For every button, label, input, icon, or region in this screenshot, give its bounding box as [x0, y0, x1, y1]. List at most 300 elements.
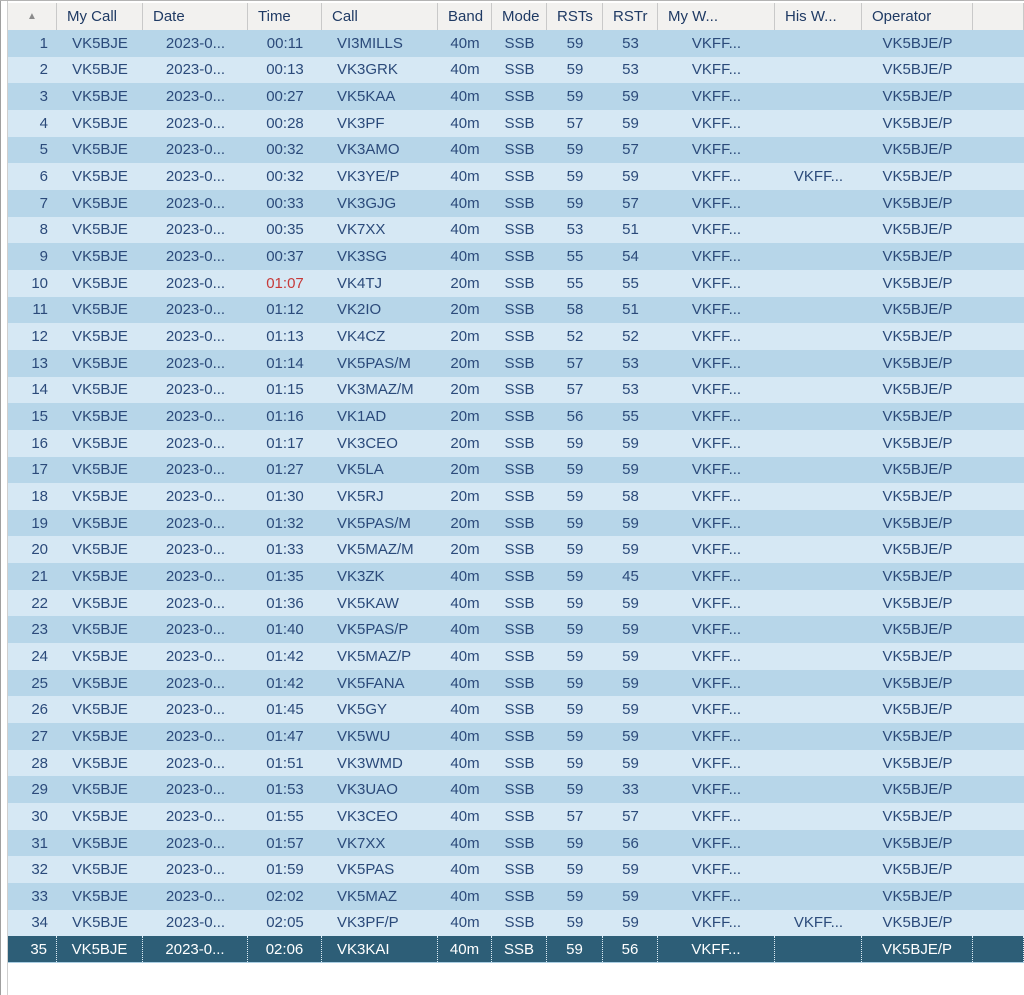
cell-his_wwff[interactable] [775, 510, 862, 537]
cell-rsts[interactable]: 59 [547, 936, 603, 962]
table-row[interactable] [8, 430, 1024, 457]
cell-my_call[interactable]: VK5BJE [72, 461, 128, 479]
cell-rownum[interactable]: 8 [39, 221, 48, 239]
cell-call[interactable]: VK3UAO [337, 781, 398, 799]
cell-band[interactable]: 40m [450, 567, 480, 585]
cell-rstr[interactable]: 53 [622, 381, 639, 399]
cell-mode[interactable]: SSB [504, 674, 535, 692]
cell-rstr[interactable]: 53 [622, 34, 639, 52]
cell-date[interactable]: 2023-0... [165, 221, 226, 239]
cell-date[interactable]: 2023-0... [165, 354, 226, 372]
cell-time[interactable]: 01:36 [266, 594, 304, 612]
cell-rsts[interactable]: 59 [566, 434, 584, 452]
cell-rstr[interactable]: 59 [622, 754, 639, 772]
table-row[interactable] [8, 83, 1024, 110]
cell-spacer[interactable] [973, 30, 1024, 57]
cell-spacer[interactable] [973, 483, 1024, 510]
cell-my_wwff[interactable]: VKFF... [691, 248, 742, 266]
cell-his_wwff[interactable] [775, 563, 862, 590]
cell-my_call[interactable]: VK5BJE [72, 887, 128, 905]
cell-spacer[interactable] [973, 563, 1024, 590]
cell-my_call[interactable]: VK5BJE [72, 541, 128, 559]
cell-my_wwff[interactable]: VKFF... [691, 781, 742, 799]
cell-rstr[interactable]: 57 [622, 141, 639, 159]
cell-rsts[interactable]: 59 [566, 861, 584, 879]
cell-my_call[interactable]: VK5BJE [72, 727, 128, 745]
cell-my_wwff[interactable]: VKFF... [691, 541, 742, 559]
cell-rownum[interactable]: 18 [31, 487, 48, 505]
cell-his_wwff[interactable] [775, 190, 862, 217]
cell-spacer[interactable] [973, 243, 1024, 270]
cell-band[interactable]: 40m [450, 114, 480, 132]
cell-mode[interactable]: SSB [504, 141, 535, 159]
cell-his_wwff[interactable] [775, 856, 862, 883]
cell-my_wwff[interactable]: VKFF... [691, 621, 742, 639]
cell-mode[interactable]: SSB [504, 861, 535, 879]
cell-mode[interactable]: SSB [504, 487, 535, 505]
cell-spacer[interactable] [973, 297, 1024, 324]
cell-rstr[interactable]: 56 [622, 834, 639, 852]
cell-rownum[interactable]: 32 [31, 861, 48, 879]
cell-time[interactable]: 01:13 [266, 328, 304, 346]
cell-rsts[interactable]: 59 [566, 487, 584, 505]
cell-operator[interactable]: VK5BJE/P [882, 381, 953, 399]
cell-rsts[interactable]: 55 [566, 248, 584, 266]
cell-spacer[interactable] [973, 670, 1024, 697]
cell-time[interactable]: 01:47 [266, 727, 304, 745]
cell-rsts[interactable]: 59 [566, 34, 584, 52]
cell-call[interactable]: VK3KAI [322, 936, 438, 962]
cell-my_wwff[interactable]: VKFF... [691, 487, 742, 505]
cell-rsts[interactable]: 59 [566, 514, 584, 532]
table-row[interactable] [8, 323, 1024, 350]
cell-date[interactable]: 2023-0... [165, 594, 226, 612]
cell-band[interactable]: 40m [450, 701, 480, 719]
table-row[interactable] [8, 30, 1024, 57]
table-row[interactable] [8, 856, 1024, 883]
table-row[interactable] [8, 723, 1024, 750]
table-row[interactable] [8, 350, 1024, 377]
cell-my_wwff[interactable]: VKFF... [691, 408, 742, 426]
cell-mode[interactable]: SSB [504, 88, 535, 106]
cell-operator[interactable]: VK5BJE/P [882, 408, 953, 426]
cell-call[interactable]: VK7XX [337, 221, 386, 239]
cell-call[interactable]: VK5PAS [337, 861, 395, 879]
cell-call[interactable]: VK1AD [337, 408, 387, 426]
cell-rownum[interactable]: 22 [31, 594, 48, 612]
cell-my_call[interactable]: VK5BJE [72, 61, 128, 79]
cell-time[interactable]: 00:35 [266, 221, 304, 239]
cell-rsts[interactable]: 59 [566, 194, 584, 212]
cell-rsts[interactable]: 57 [566, 354, 584, 372]
cell-band[interactable]: 40m [450, 194, 480, 212]
cell-rownum[interactable]: 3 [39, 88, 48, 106]
cell-my_call[interactable]: VK5BJE [72, 194, 128, 212]
cell-my_wwff[interactable]: VKFF... [658, 936, 775, 962]
cell-mode[interactable]: SSB [504, 114, 535, 132]
cell-time[interactable]: 00:32 [266, 168, 304, 186]
cell-time[interactable]: 01:42 [266, 674, 304, 692]
cell-time[interactable]: 01:40 [266, 621, 304, 639]
cell-my_call[interactable]: VK5BJE [72, 621, 128, 639]
cell-his_wwff[interactable] [775, 137, 862, 164]
cell-time[interactable]: 00:32 [266, 141, 304, 159]
cell-date[interactable]: 2023-0... [165, 434, 226, 452]
cell-band[interactable]: 40m [450, 834, 480, 852]
cell-date[interactable]: 2023-0... [165, 621, 226, 639]
cell-my_wwff[interactable]: VKFF... [691, 727, 742, 745]
cell-his_wwff[interactable] [775, 936, 862, 962]
table-row[interactable] [8, 830, 1024, 857]
column-header-spacer[interactable] [973, 3, 1024, 30]
cell-spacer[interactable] [973, 83, 1024, 110]
cell-time[interactable]: 01:17 [266, 434, 304, 452]
cell-rstr[interactable]: 59 [622, 594, 639, 612]
cell-his_wwff[interactable] [775, 750, 862, 777]
cell-band[interactable]: 20m [450, 381, 480, 399]
cell-time[interactable]: 01:32 [266, 514, 304, 532]
cell-date[interactable]: 2023-0... [165, 194, 226, 212]
cell-band[interactable]: 20m [450, 354, 480, 372]
cell-time[interactable]: 00:11 [266, 34, 304, 52]
cell-time[interactable]: 01:45 [266, 701, 304, 719]
cell-my_wwff[interactable]: VKFF... [691, 88, 742, 106]
cell-spacer[interactable] [973, 377, 1024, 404]
cell-rownum[interactable]: 11 [32, 301, 48, 319]
cell-time[interactable]: 01:12 [266, 301, 304, 319]
cell-rsts[interactable]: 59 [566, 461, 584, 479]
cell-my_call[interactable]: VK5BJE [72, 408, 128, 426]
cell-spacer[interactable] [973, 137, 1024, 164]
cell-rownum[interactable]: 29 [31, 781, 48, 799]
cell-call[interactable]: VK5WU [337, 727, 391, 745]
cell-date[interactable]: 2023-0... [165, 34, 226, 52]
cell-date[interactable]: 2023-0... [165, 328, 226, 346]
cell-rownum[interactable]: 9 [39, 248, 48, 266]
cell-spacer[interactable] [973, 750, 1024, 777]
table-row[interactable] [8, 616, 1024, 643]
table-row[interactable] [8, 776, 1024, 803]
table-row[interactable] [8, 163, 1024, 190]
table-row[interactable] [8, 110, 1024, 137]
cell-call[interactable]: VK5FANA [337, 674, 405, 692]
cell-my_wwff[interactable]: VKFF... [691, 274, 742, 292]
cell-rstr[interactable]: 54 [622, 248, 639, 266]
cell-mode[interactable]: SSB [504, 567, 535, 585]
cell-rstr[interactable]: 55 [622, 408, 639, 426]
cell-his_wwff[interactable] [775, 643, 862, 670]
cell-spacer[interactable] [973, 350, 1024, 377]
cell-band[interactable]: 40m [450, 781, 480, 799]
cell-my_wwff[interactable]: VKFF... [691, 674, 742, 692]
cell-rstr[interactable]: 57 [622, 194, 639, 212]
cell-my_wwff[interactable]: VKFF... [691, 514, 742, 532]
cell-mode[interactable]: SSB [504, 434, 535, 452]
cell-his_wwff[interactable] [775, 670, 862, 697]
cell-spacer[interactable] [973, 616, 1024, 643]
cell-rownum[interactable]: 25 [31, 674, 48, 692]
cell-call[interactable]: VK5GY [337, 701, 388, 719]
cell-his_wwff[interactable] [775, 616, 862, 643]
cell-mode[interactable]: SSB [504, 887, 535, 905]
cell-spacer[interactable] [973, 723, 1024, 750]
cell-operator[interactable]: VK5BJE/P [882, 434, 953, 452]
cell-rstr[interactable]: 59 [622, 114, 639, 132]
cell-call[interactable]: VK2IO [337, 301, 382, 319]
cell-date[interactable]: 2023-0... [143, 936, 248, 962]
cell-spacer[interactable] [973, 163, 1024, 190]
cell-rownum[interactable]: 4 [39, 114, 48, 132]
cell-rsts[interactable]: 59 [566, 541, 584, 559]
cell-rsts[interactable]: 53 [566, 221, 584, 239]
cell-band[interactable]: 20m [450, 461, 480, 479]
cell-my_call[interactable]: VK5BJE [72, 487, 128, 505]
cell-rstr[interactable]: 59 [622, 701, 639, 719]
cell-rstr[interactable]: 59 [622, 621, 639, 639]
cell-rownum[interactable]: 10 [31, 274, 48, 292]
cell-rstr[interactable]: 59 [622, 647, 639, 665]
cell-rsts[interactable]: 59 [566, 621, 584, 639]
cell-rownum[interactable]: 13 [31, 354, 48, 372]
cell-mode[interactable]: SSB [504, 807, 535, 825]
cell-rsts[interactable]: 57 [566, 114, 584, 132]
table-row[interactable] [8, 696, 1024, 723]
cell-my_wwff[interactable]: VKFF... [691, 194, 742, 212]
cell-mode[interactable]: SSB [504, 594, 535, 612]
cell-date[interactable]: 2023-0... [165, 781, 226, 799]
cell-spacer[interactable] [973, 430, 1024, 457]
cell-date[interactable]: 2023-0... [165, 674, 226, 692]
cell-my_call[interactable]: VK5BJE [72, 168, 128, 186]
cell-rsts[interactable]: 59 [566, 88, 584, 106]
cell-date[interactable]: 2023-0... [165, 807, 226, 825]
cell-his_wwff[interactable] [775, 536, 862, 563]
cell-time[interactable]: 01:55 [266, 807, 304, 825]
cell-spacer[interactable] [973, 590, 1024, 617]
cell-call[interactable]: VK5MAZ/M [337, 541, 414, 559]
cell-rownum[interactable]: 7 [39, 194, 48, 212]
cell-operator[interactable]: VK5BJE/P [882, 914, 953, 932]
cell-mode[interactable]: SSB [504, 781, 535, 799]
cell-band[interactable]: 40m [450, 861, 480, 879]
cell-spacer[interactable] [973, 217, 1024, 244]
cell-operator[interactable]: VK5BJE/P [882, 274, 953, 292]
cell-band[interactable]: 40m [450, 168, 480, 186]
cell-date[interactable]: 2023-0... [165, 114, 226, 132]
cell-rownum[interactable]: 19 [31, 514, 48, 532]
cell-rownum[interactable]: 15 [31, 408, 48, 426]
cell-spacer[interactable] [973, 536, 1024, 563]
table-row[interactable] [8, 910, 1024, 937]
cell-rstr[interactable]: 57 [622, 807, 639, 825]
cell-my_call[interactable]: VK5BJE [72, 834, 128, 852]
cell-my_wwff[interactable]: VKFF... [691, 61, 742, 79]
table-row[interactable] [8, 297, 1024, 324]
cell-my_wwff[interactable]: VKFF... [691, 861, 742, 879]
cell-rsts[interactable]: 59 [566, 647, 584, 665]
cell-date[interactable]: 2023-0... [165, 301, 226, 319]
cell-rsts[interactable]: 56 [566, 408, 584, 426]
cell-his_wwff[interactable] [775, 217, 862, 244]
cell-mode[interactable]: SSB [504, 248, 535, 266]
cell-operator[interactable]: VK5BJE/P [882, 487, 953, 505]
cell-call[interactable]: VK3SG [337, 248, 388, 266]
table-row[interactable] [8, 137, 1024, 164]
table-row[interactable] [8, 750, 1024, 777]
cell-operator[interactable]: VK5BJE/P [882, 141, 953, 159]
cell-operator[interactable]: VK5BJE/P [882, 354, 953, 372]
cell-operator[interactable]: VK5BJE/P [862, 936, 973, 962]
table-row[interactable] [8, 217, 1024, 244]
cell-rsts[interactable]: 58 [566, 301, 584, 319]
cell-my_wwff[interactable]: VKFF... [691, 168, 742, 186]
cell-rsts[interactable]: 59 [566, 168, 584, 186]
cell-rsts[interactable]: 52 [566, 328, 584, 346]
cell-rstr[interactable]: 59 [622, 861, 639, 879]
cell-band[interactable]: 40m [450, 621, 480, 639]
cell-spacer[interactable] [973, 696, 1024, 723]
cell-time[interactable]: 01:59 [266, 861, 304, 879]
cell-his_wwff[interactable] [775, 457, 862, 484]
cell-call[interactable]: VK3PF/P [337, 914, 399, 932]
cell-rstr[interactable]: 53 [622, 354, 639, 372]
cell-date[interactable]: 2023-0... [165, 541, 226, 559]
cell-my_call[interactable]: VK5BJE [72, 88, 128, 106]
cell-my_wwff[interactable]: VKFF... [691, 594, 742, 612]
cell-operator[interactable]: VK5BJE/P [882, 567, 953, 585]
cell-band[interactable]: 40m [450, 88, 480, 106]
cell-my_wwff[interactable]: VKFF... [691, 887, 742, 905]
cell-date[interactable]: 2023-0... [165, 168, 226, 186]
cell-time[interactable]: 01:51 [266, 754, 304, 772]
cell-rstr[interactable]: 33 [622, 781, 639, 799]
cell-date[interactable]: 2023-0... [165, 408, 226, 426]
cell-call[interactable]: VK3YE/P [337, 168, 400, 186]
cell-band[interactable]: 40m [450, 674, 480, 692]
cell-my_wwff[interactable]: VKFF... [691, 381, 742, 399]
cell-my_wwff[interactable]: VKFF... [691, 328, 742, 346]
cell-his_wwff[interactable] [775, 377, 862, 404]
cell-operator[interactable]: VK5BJE/P [882, 647, 953, 665]
cell-my_wwff[interactable]: VKFF... [691, 34, 742, 52]
cell-time[interactable]: 00:28 [266, 114, 304, 132]
cell-operator[interactable]: VK5BJE/P [882, 594, 953, 612]
cell-his_wwff[interactable] [775, 430, 862, 457]
cell-my_call[interactable]: VK5BJE [72, 381, 128, 399]
cell-operator[interactable]: VK5BJE/P [882, 781, 953, 799]
cell-rstr[interactable]: 59 [622, 514, 639, 532]
cell-rsts[interactable]: 59 [566, 701, 584, 719]
cell-mode[interactable]: SSB [504, 754, 535, 772]
cell-rownum[interactable]: 31 [31, 834, 48, 852]
column-header-band[interactable]: Band [438, 3, 492, 30]
cell-spacer[interactable] [973, 403, 1024, 430]
cell-rsts[interactable]: 55 [566, 274, 584, 292]
cell-rstr[interactable]: 45 [622, 567, 639, 585]
cell-rsts[interactable]: 59 [566, 727, 584, 745]
cell-mode[interactable]: SSB [504, 381, 535, 399]
cell-rstr[interactable]: 59 [622, 727, 639, 745]
cell-operator[interactable]: VK5BJE/P [882, 328, 953, 346]
cell-my_call[interactable]: VK5BJE [72, 248, 128, 266]
cell-rsts[interactable]: 59 [566, 674, 584, 692]
cell-spacer[interactable] [973, 910, 1024, 937]
cell-time[interactable]: 00:13 [266, 61, 304, 79]
cell-rsts[interactable]: 59 [566, 61, 584, 79]
cell-band[interactable]: 40m [450, 647, 480, 665]
cell-time[interactable]: 01:30 [266, 487, 304, 505]
cell-operator[interactable]: VK5BJE/P [882, 461, 953, 479]
cell-band[interactable]: 40m [450, 248, 480, 266]
cell-my_wwff[interactable]: VKFF... [691, 461, 742, 479]
cell-mode[interactable]: SSB [504, 514, 535, 532]
cell-operator[interactable]: VK5BJE/P [882, 887, 953, 905]
cell-rstr[interactable]: 59 [622, 887, 639, 905]
cell-rownum[interactable]: 6 [39, 168, 48, 186]
cell-operator[interactable]: VK5BJE/P [882, 248, 953, 266]
cell-time[interactable]: 02:05 [266, 914, 304, 932]
cell-band[interactable]: 20m [450, 328, 480, 346]
cell-call[interactable]: VK3MAZ/M [337, 381, 414, 399]
cell-rsts[interactable]: 59 [566, 834, 584, 852]
cell-my_call[interactable]: VK5BJE [72, 807, 128, 825]
cell-band[interactable]: 40m [450, 727, 480, 745]
cell-mode[interactable]: SSB [504, 621, 535, 639]
cell-call[interactable]: VK5PAS/M [337, 354, 411, 372]
cell-my_wwff[interactable]: VKFF... [691, 221, 742, 239]
cell-rsts[interactable]: 59 [566, 567, 584, 585]
cell-rsts[interactable]: 59 [566, 887, 584, 905]
cell-call[interactable]: VK4TJ [337, 274, 383, 292]
cell-operator[interactable]: VK5BJE/P [882, 541, 953, 559]
cell-operator[interactable]: VK5BJE/P [882, 301, 953, 319]
cell-spacer[interactable] [973, 190, 1024, 217]
cell-time[interactable]: 00:27 [266, 88, 304, 106]
cell-time[interactable]: 01:07 [266, 274, 304, 292]
cell-spacer[interactable] [973, 856, 1024, 883]
cell-my_call[interactable]: VK5BJE [72, 781, 128, 799]
cell-time[interactable]: 00:33 [266, 194, 304, 212]
cell-rownum[interactable]: 17 [31, 461, 48, 479]
cell-mode[interactable]: SSB [504, 914, 535, 932]
cell-rsts[interactable]: 59 [566, 754, 584, 772]
cell-rownum[interactable]: 21 [31, 567, 48, 585]
cell-time[interactable]: 01:27 [266, 461, 304, 479]
cell-his_wwff[interactable] [775, 590, 862, 617]
cell-my_call[interactable]: VK5BJE [72, 328, 128, 346]
cell-rstr[interactable]: 58 [622, 487, 639, 505]
cell-band[interactable]: 20m [450, 487, 480, 505]
cell-his_wwff[interactable] [775, 30, 862, 57]
cell-spacer[interactable] [973, 803, 1024, 830]
cell-call[interactable]: VK5KAA [337, 88, 396, 106]
cell-mode[interactable]: SSB [504, 541, 535, 559]
cell-time[interactable]: 01:42 [266, 647, 304, 665]
cell-spacer[interactable] [973, 643, 1024, 670]
cell-his_wwff[interactable] [775, 883, 862, 910]
column-header-rsts[interactable]: RSTs [547, 3, 603, 30]
cell-call[interactable]: VI3MILLS [337, 34, 403, 52]
cell-rstr[interactable]: 59 [622, 674, 639, 692]
cell-my_call[interactable]: VK5BJE [72, 674, 128, 692]
cell-rsts[interactable]: 59 [566, 141, 584, 159]
table-row[interactable] [8, 563, 1024, 590]
cell-rstr[interactable]: 59 [622, 461, 639, 479]
cell-his_wwff[interactable] [775, 403, 862, 430]
cell-rsts[interactable]: 57 [566, 381, 584, 399]
column-header-my_wwff[interactable]: My W... [658, 3, 775, 30]
cell-call[interactable]: VK5LA [337, 461, 384, 479]
